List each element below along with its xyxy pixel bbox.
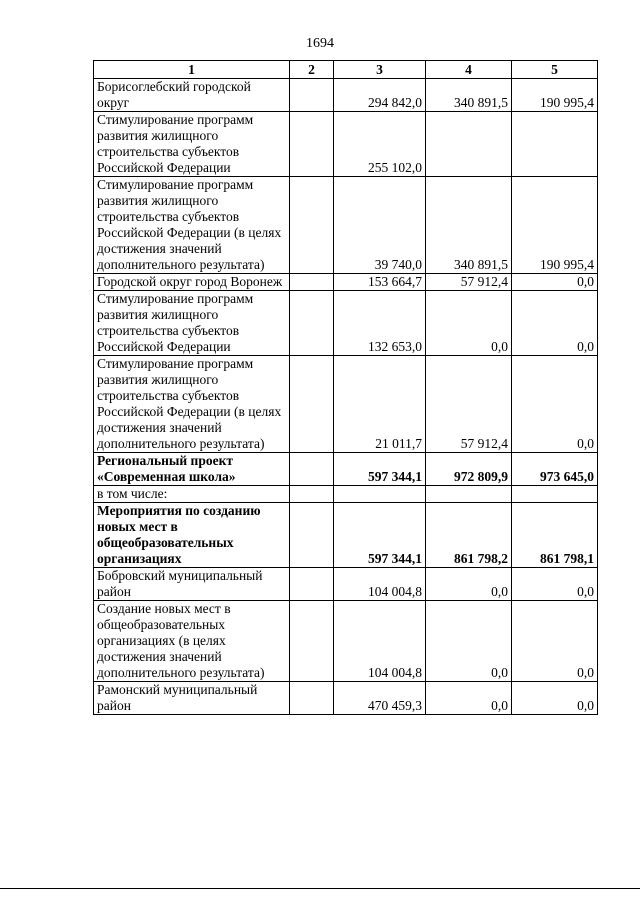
value-cell-col4: 0,0 [426, 601, 512, 682]
value-cell-col5: 0,0 [512, 568, 598, 601]
value-cell-col2 [290, 356, 334, 453]
value-cell-col4 [426, 112, 512, 177]
table-row [94, 291, 598, 356]
value-cell-col5 [512, 486, 598, 503]
row-name-cell: Городской округ город Воронеж [94, 274, 290, 291]
value-cell-col3: 21 011,7 [334, 356, 426, 453]
value-cell-col3: 104 004,8 [334, 601, 426, 682]
table-row [94, 274, 598, 291]
table-row [94, 112, 598, 177]
column-header-2: 2 [290, 61, 334, 79]
value-cell-col2 [290, 79, 334, 112]
table-row [94, 79, 598, 112]
value-cell-col3: 597 344,1 [334, 453, 426, 486]
table-body [94, 79, 598, 715]
value-cell-col3: 597 344,1 [334, 503, 426, 568]
row-name-cell: Рамонский муниципальный район [94, 682, 290, 715]
table-row [94, 568, 598, 601]
row-name-cell: Стимулирование программ развития жилищного строительства субъектов Российской Федерации [94, 291, 290, 356]
value-cell-col5: 0,0 [512, 682, 598, 715]
row-name-cell: Стимулирование программ развития жилищного строительства субъектов Российской Федерации (в целях достижения значений дополнительного результата) [94, 177, 290, 274]
row-name-cell: Региональный проект «Современная школа» [94, 453, 290, 486]
table-row [94, 486, 598, 503]
value-cell-col5: 0,0 [512, 601, 598, 682]
value-cell-col5: 190 995,4 [512, 177, 598, 274]
row-name-cell: Стимулирование программ развития жилищного строительства субъектов Российской Федерации [94, 112, 290, 177]
value-cell-col4 [426, 486, 512, 503]
value-cell-col2 [290, 453, 334, 486]
column-header-5: 5 [512, 61, 598, 79]
value-cell-col2 [290, 486, 334, 503]
value-cell-col5: 190 995,4 [512, 79, 598, 112]
value-cell-col4: 0,0 [426, 568, 512, 601]
value-cell-col5: 0,0 [512, 274, 598, 291]
table-row [94, 601, 598, 682]
value-cell-col2 [290, 601, 334, 682]
column-header-3: 3 [334, 61, 426, 79]
value-cell-col2 [290, 112, 334, 177]
budget-table [93, 60, 598, 715]
row-name-cell: Стимулирование программ развития жилищного строительства субъектов Российской Федерации (в целях достижения значений дополнительного результата) [94, 356, 290, 453]
column-header-4: 4 [426, 61, 512, 79]
row-name-cell: Создание новых мест в общеобразовательных организациях (в целях достижения значений дополнительного результата) [94, 601, 290, 682]
value-cell-col4: 0,0 [426, 291, 512, 356]
value-cell-col3: 470 459,3 [334, 682, 426, 715]
value-cell-col5: 0,0 [512, 356, 598, 453]
value-cell-col4: 340 891,5 [426, 79, 512, 112]
value-cell-col2 [290, 503, 334, 568]
value-cell-col2 [290, 274, 334, 291]
value-cell-col3: 39 740,0 [334, 177, 426, 274]
row-name-cell: в том числе: [94, 486, 290, 503]
value-cell-col4: 861 798,2 [426, 503, 512, 568]
value-cell-col5 [512, 112, 598, 177]
page-number: 1694 [306, 36, 334, 51]
value-cell-col4: 972 809,9 [426, 453, 512, 486]
row-name-cell: Мероприятия по созданию новых мест в общеобразовательных организациях [94, 503, 290, 568]
value-cell-col5: 0,0 [512, 291, 598, 356]
value-cell-col5: 973 645,0 [512, 453, 598, 486]
value-cell-col3: 255 102,0 [334, 112, 426, 177]
table-row [94, 682, 598, 715]
value-cell-col3: 132 653,0 [334, 291, 426, 356]
value-cell-col2 [290, 568, 334, 601]
footer-rule [0, 888, 640, 889]
row-name-cell: Борисоглебский городской округ [94, 79, 290, 112]
value-cell-col4: 57 912,4 [426, 274, 512, 291]
value-cell-col3: 104 004,8 [334, 568, 426, 601]
column-header-1: 1 [94, 61, 290, 79]
row-name-cell: Бобровский муниципальный район [94, 568, 290, 601]
value-cell-col2 [290, 682, 334, 715]
value-cell-col5: 861 798,1 [512, 503, 598, 568]
value-cell-col4: 57 912,4 [426, 356, 512, 453]
value-cell-col3 [334, 486, 426, 503]
header-row [94, 61, 598, 79]
value-cell-col2 [290, 177, 334, 274]
value-cell-col4: 0,0 [426, 682, 512, 715]
value-cell-col3: 294 842,0 [334, 79, 426, 112]
value-cell-col2 [290, 291, 334, 356]
table-row [94, 453, 598, 486]
value-cell-col3: 153 664,7 [334, 274, 426, 291]
table-row [94, 177, 598, 274]
table-row [94, 356, 598, 453]
table-row [94, 503, 598, 568]
value-cell-col4: 340 891,5 [426, 177, 512, 274]
